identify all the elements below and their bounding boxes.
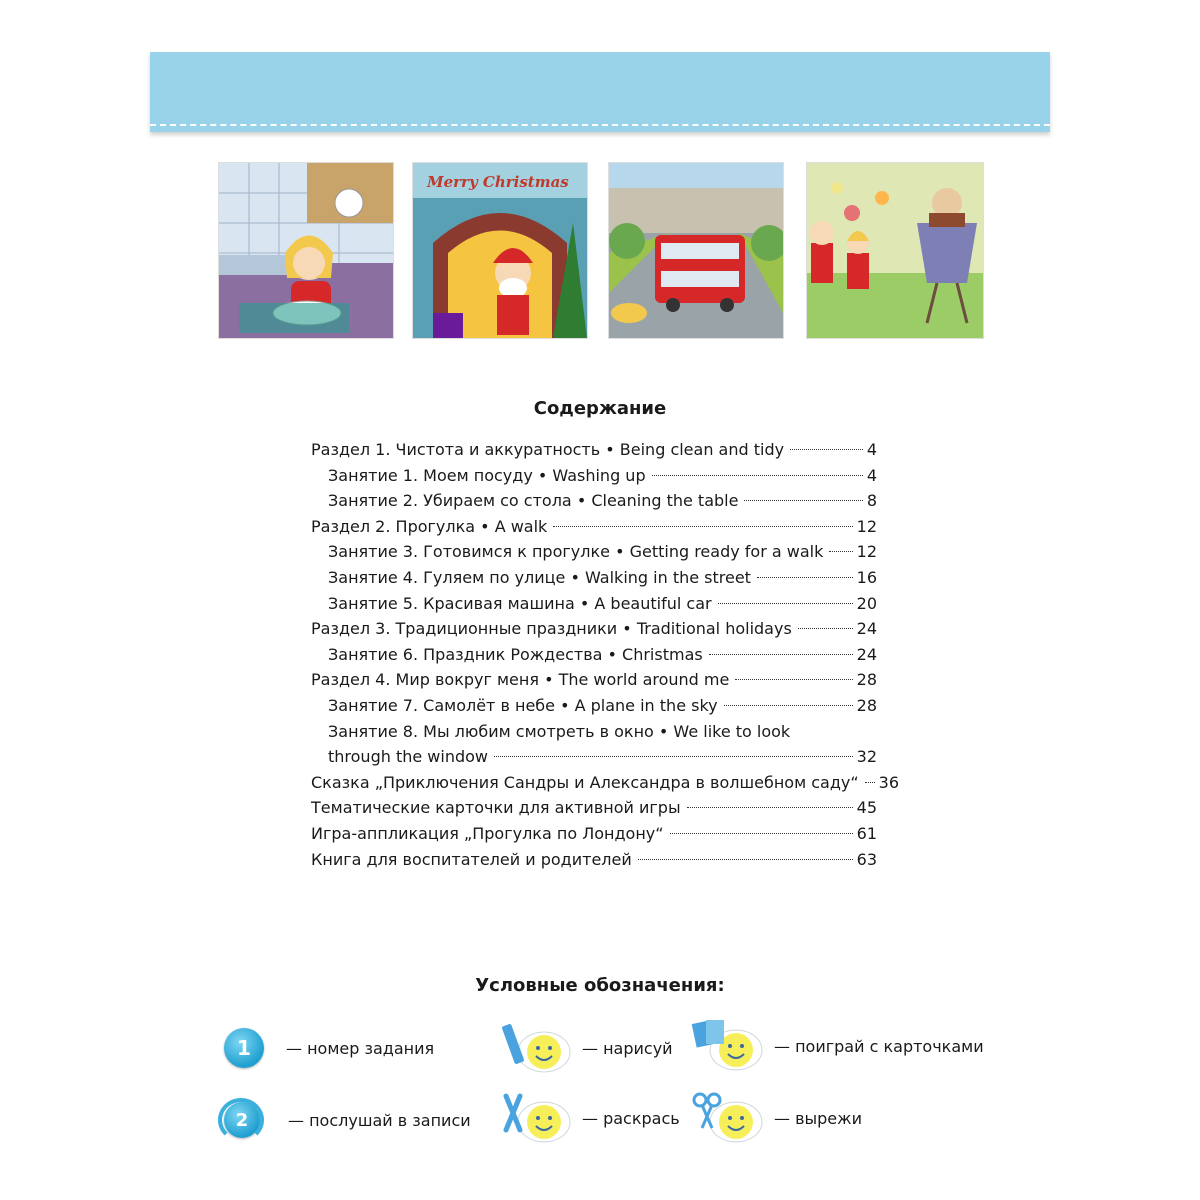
legend-listen <box>214 1096 471 1144</box>
toc-entry <box>311 795 877 821</box>
toc-page-number: 36 <box>878 772 900 792</box>
legend-cards <box>690 1018 984 1074</box>
toc-entry <box>311 488 877 514</box>
toc-leader-dots <box>638 859 853 860</box>
toc-page-number: 8 <box>866 491 877 511</box>
toc-entry <box>311 847 877 873</box>
toc-page-number: 28 <box>856 670 877 690</box>
toc-entry-text: Занятие 8. Мы любим смотреть в окно • We like to look <box>328 721 791 741</box>
toc-entry-text: through the window <box>328 747 488 767</box>
toc-page-number: 12 <box>856 542 877 562</box>
toc-entry-text: Раздел 2. Прогулка • A walk <box>311 516 548 536</box>
toc-leader-dots <box>718 603 853 604</box>
toc-leader-dots <box>744 500 862 501</box>
toc-title: Содержание <box>533 398 667 419</box>
legend-cut <box>690 1090 862 1146</box>
london-bus-illustration <box>608 162 784 339</box>
scissors-smiley-icon <box>690 1090 766 1146</box>
toc-page-number: 4 <box>866 465 877 485</box>
legend-draw-label: — нарисуй <box>582 1038 673 1058</box>
toc-leader-dots <box>865 782 875 783</box>
toc-leader-dots <box>670 833 853 834</box>
kitchen-illustration <box>218 162 394 339</box>
legend-cut-label: — вырежи <box>774 1108 862 1128</box>
legend-draw <box>498 1020 673 1076</box>
legend-color <box>498 1090 680 1146</box>
toc-leader-dots <box>724 705 853 706</box>
pencil-smiley-icon <box>498 1020 574 1076</box>
toc-page-number: 4 <box>866 440 877 459</box>
toc-page-number: 63 <box>856 849 877 869</box>
toc-entry-text: Тематические карточки для активной игры <box>311 798 681 818</box>
toc-entry <box>311 616 877 642</box>
toc-page-number: 24 <box>856 619 877 639</box>
toc-entry <box>311 667 877 693</box>
banner-stitch <box>150 124 1050 126</box>
legend-listen-label: — послушай в записи <box>288 1110 471 1130</box>
toc-entry <box>311 514 877 540</box>
toc-entry <box>311 565 877 591</box>
toc-entry <box>311 719 877 745</box>
toc-entry-text: Раздел 3. Традиционные праздники • Traditional holidays <box>311 619 792 639</box>
toc-leader-dots <box>709 654 853 655</box>
legend-color-label: — раскрась <box>582 1108 680 1128</box>
legend-task-number-label: — номер задания <box>286 1038 435 1058</box>
toc-page-number: 16 <box>856 567 877 587</box>
toc-leader-dots <box>757 577 853 578</box>
toc-entry <box>311 437 877 463</box>
toc-leader-dots <box>687 807 853 808</box>
toc-entry-text: Занятие 5. Красивая машина • A beautiful car <box>328 593 712 613</box>
toc-entry <box>311 744 877 770</box>
toc-entry-text: Книга для воспитателей и родителей <box>311 849 632 869</box>
toc-leader-dots <box>790 449 863 450</box>
toc-page-number: 20 <box>856 593 877 613</box>
listen-number-icon: 2 <box>224 1102 260 1138</box>
toc-entry <box>311 770 900 796</box>
toc-page-number: 28 <box>856 695 877 715</box>
toc-entry-text: Сказка „Приключения Сандры и Александра в волшебном саду“ <box>311 772 859 792</box>
toc-entry <box>311 642 877 668</box>
legend-cards-label: — поиграй с карточками <box>774 1036 984 1056</box>
toc-entry-text: Занятие 1. Моем посуду • Washing up <box>328 465 646 485</box>
toc-leader-dots <box>652 475 863 476</box>
toc-page-number: 12 <box>856 516 877 536</box>
toc-entry-text: Раздел 1. Чистота и аккуратность • Being clean and tidy <box>311 440 785 459</box>
toc-entry <box>311 693 877 719</box>
toc-entry <box>311 463 877 489</box>
toc-leader-dots <box>735 679 852 680</box>
legend-task-number <box>224 1028 434 1068</box>
toc-page-number: 45 <box>856 798 877 818</box>
toc-page-number: 61 <box>856 823 877 843</box>
merry-christmas-sign: Merry Christmas <box>427 173 569 191</box>
toc-leader-dots <box>494 756 853 757</box>
toc-leader-dots <box>798 628 853 629</box>
legend-title: Условные обозначения: <box>475 975 725 996</box>
toc-entry-text: Занятие 4. Гуляем по улице • Walking in the street <box>328 567 751 587</box>
headphones-icon <box>214 1096 270 1144</box>
toc-entry-text: Занятие 6. Праздник Рождества • Christmas <box>328 644 703 664</box>
toc-entry-text: Игра-аппликация „Прогулка по Лондону“ <box>311 823 664 843</box>
toc-entry-text: Занятие 2. Убираем со стола • Cleaning the table <box>328 491 739 511</box>
toc-entry <box>311 821 877 847</box>
toc-entry-text: Занятие 7. Самолёт в небе • A plane in the sky <box>328 695 718 715</box>
brush-smiley-icon <box>498 1090 574 1146</box>
toc-leader-dots <box>829 551 852 552</box>
header-banner <box>150 52 1050 132</box>
cards-smiley-icon <box>690 1018 766 1074</box>
toc-page-number: 32 <box>856 747 877 767</box>
toc-page-number: 24 <box>856 644 877 664</box>
task-number-icon: 1 <box>224 1028 264 1068</box>
toc-entry <box>311 591 877 617</box>
garden-illustration <box>806 162 984 339</box>
christmas-illustration <box>412 162 588 339</box>
toc-leader-dots <box>553 526 852 527</box>
table-of-contents <box>311 437 900 872</box>
toc-entry-text: Раздел 4. Мир вокруг меня • The world around me <box>311 670 730 690</box>
toc-entry <box>311 539 877 565</box>
toc-entry-text: Занятие 3. Готовимся к прогулке • Getting ready for a walk <box>328 542 824 562</box>
